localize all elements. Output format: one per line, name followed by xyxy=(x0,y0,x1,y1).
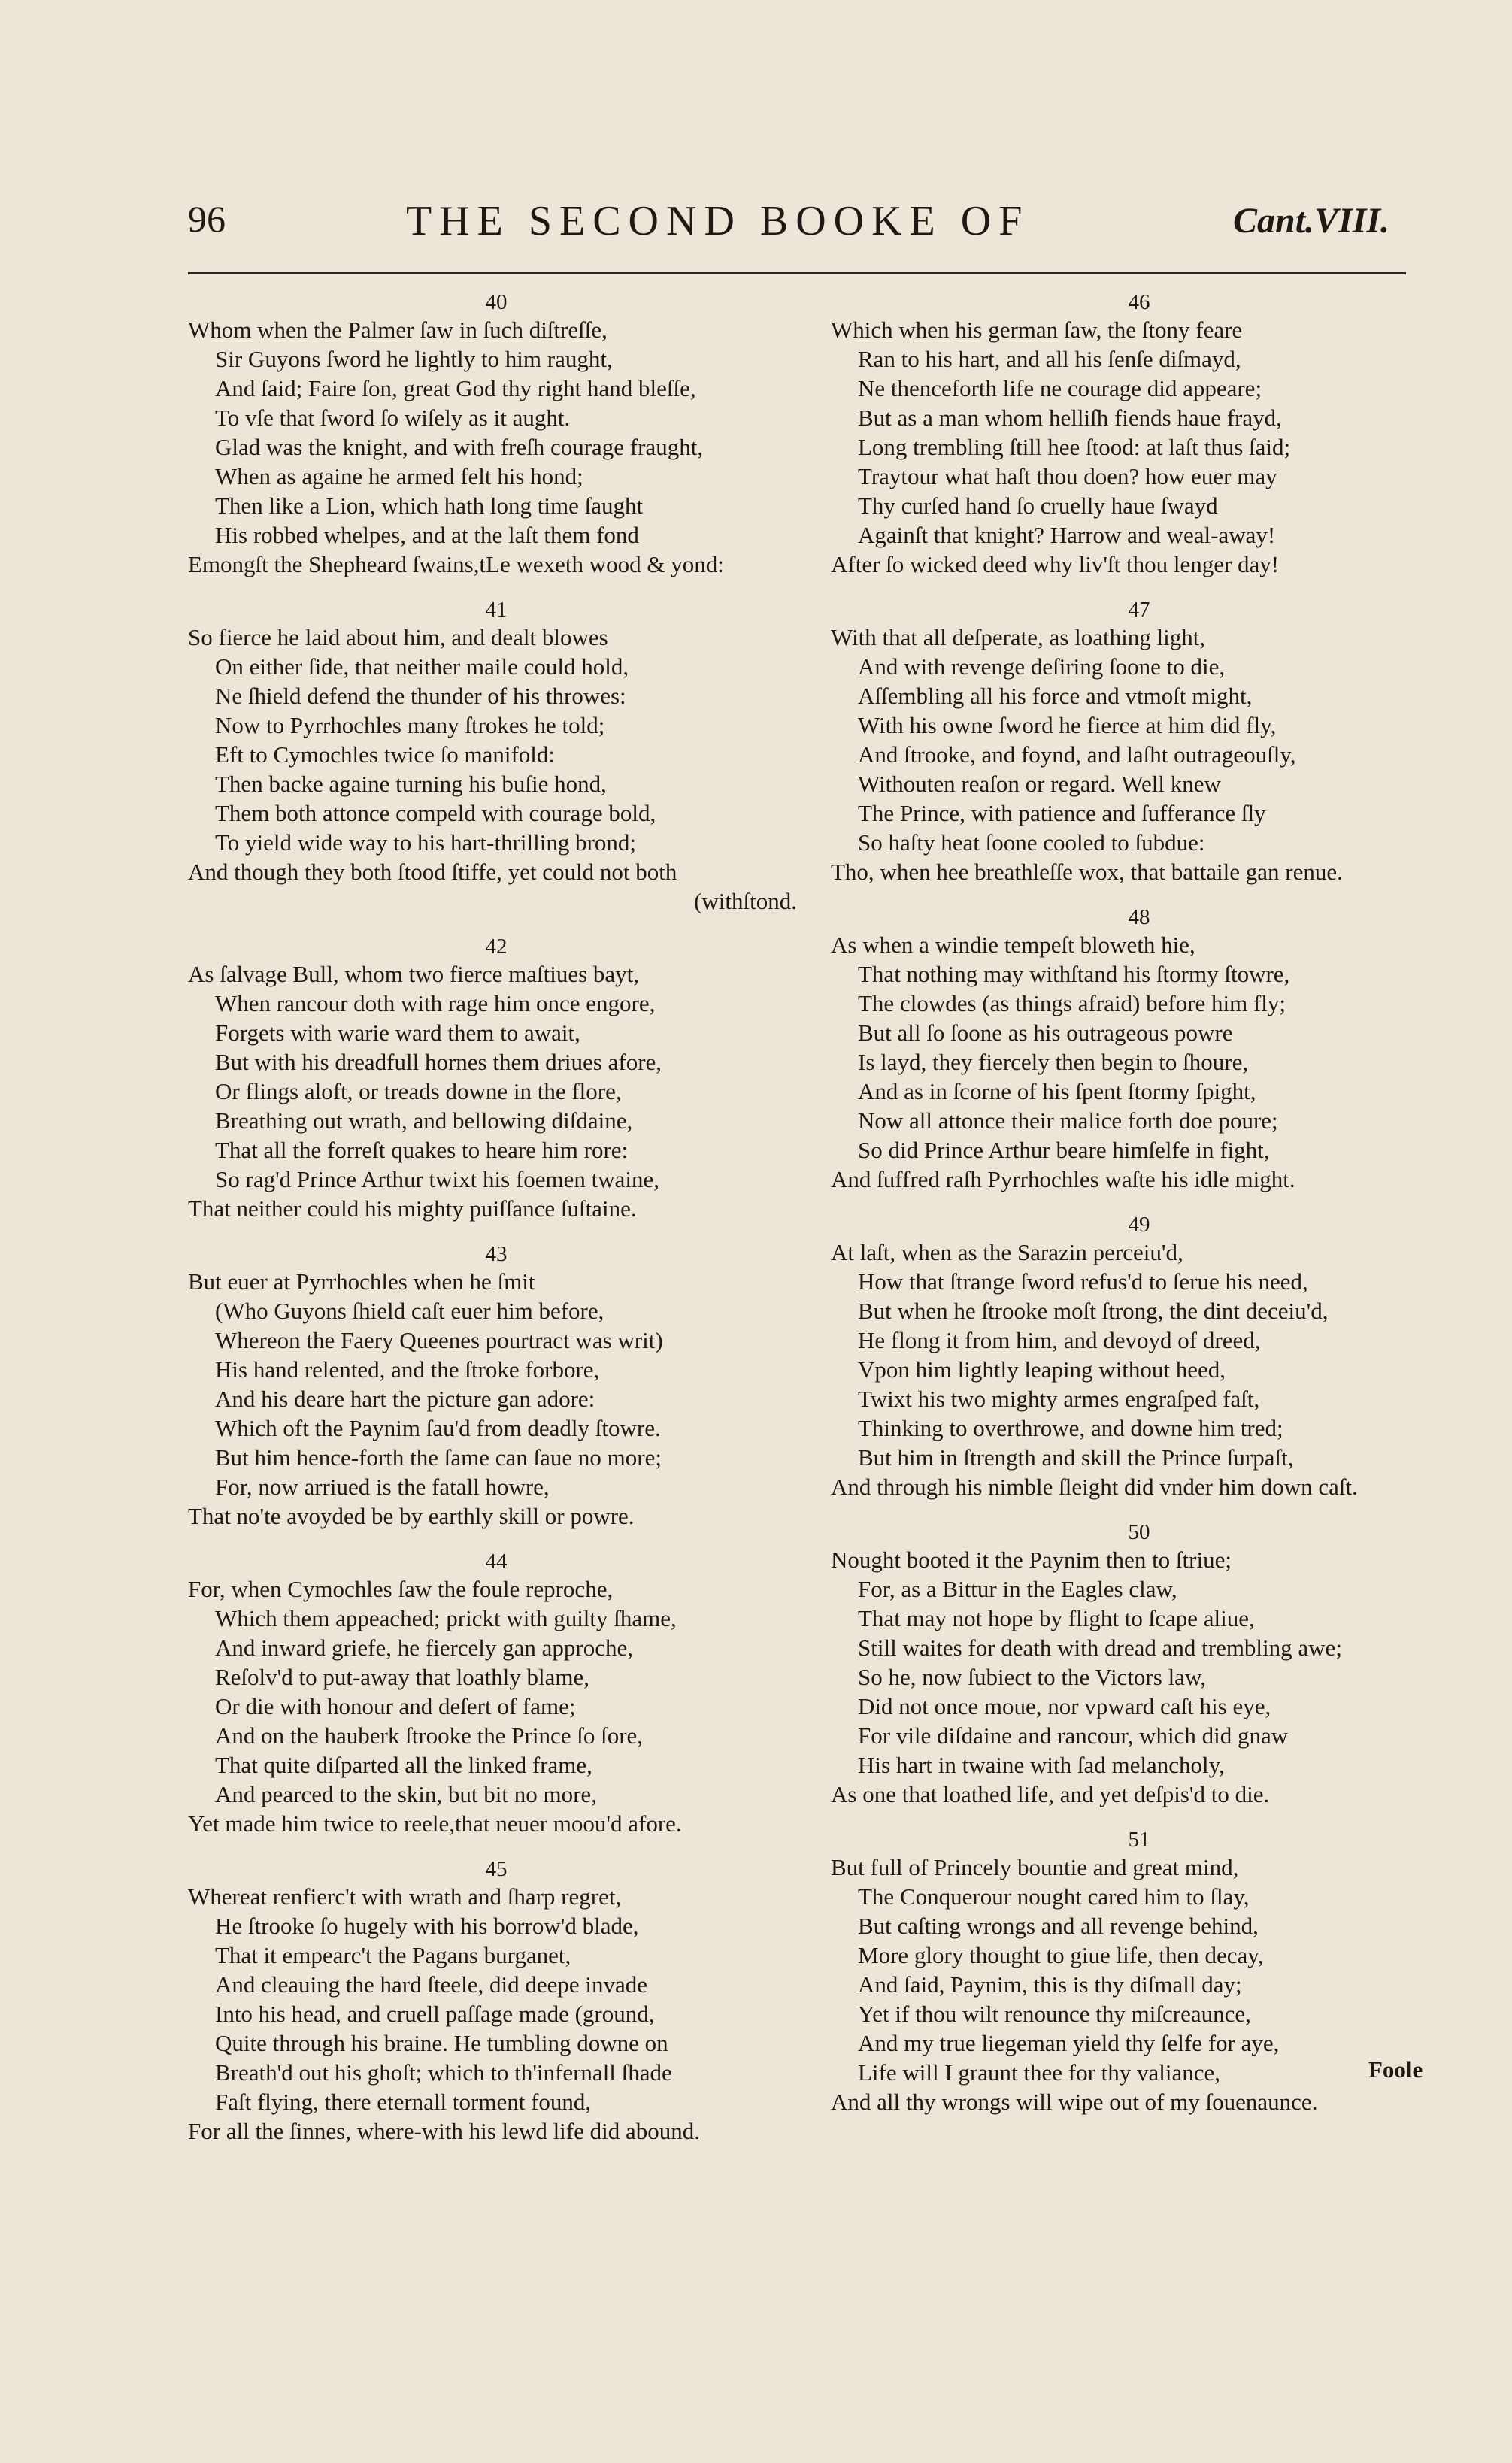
verse-line: His robbed whelpes, and at the laſt them fond xyxy=(215,522,639,548)
verse-line: But as a man whom helliſh fiends haue frayd, xyxy=(858,404,1282,431)
stanza-number: 51 xyxy=(1128,1828,1150,1852)
page-number: 96 xyxy=(188,198,226,240)
stanza-number: 41 xyxy=(485,598,508,622)
verse-line: On either ſide, that neither maile could hold, xyxy=(215,653,629,680)
verse-line: When as againe he armed felt his hond; xyxy=(215,463,583,489)
verse-line: But full of Princely bountie and great mind, xyxy=(831,1854,1239,1880)
verse-line: And cleauing the hard ſteele, did deepe invade xyxy=(215,1971,647,1998)
verse-line: Life will I graunt thee for thy valiance, xyxy=(858,2059,1221,2086)
verse-line: Ran to his hart, and all his ſenſe diſmayd, xyxy=(858,346,1241,372)
verse-line: But when he ſtrooke moſt ſtrong, the dint deceiu'd, xyxy=(858,1298,1329,1324)
verse-line: And with revenge deſiring ſoone to die, xyxy=(858,653,1226,680)
verse-line: More glory thought to giue life, then decay, xyxy=(858,1942,1264,1968)
verse-line: And ſaid, Paynim, this is thy diſmall day; xyxy=(858,1971,1242,1998)
stanza-number: 48 xyxy=(1128,905,1150,929)
verse-line: Now to Pyrrhochles many ſtrokes he told; xyxy=(215,712,605,738)
stanza xyxy=(188,1856,804,2146)
verse-line: Which oft the Paynim ſau'd from deadly ſtowre. xyxy=(215,1415,661,1441)
verse-line: And through his nimble ſleight did vnder him down caſt. xyxy=(831,1474,1358,1500)
verse-line: Emongſt the Shepheard ſwains,tLe wexeth wood & yond: xyxy=(188,551,724,577)
verse-line: So did Prince Arthur beare himſelfe in fight, xyxy=(858,1137,1270,1163)
verse-line: After ſo wicked deed why liv'ſt thou lenger day! xyxy=(831,551,1280,577)
verse-line: (Who Guyons ſhield caſt euer him before, xyxy=(215,1298,604,1324)
verse-line: And inward griefe, he fiercely gan approche, xyxy=(215,1634,634,1661)
verse-line: But him hence-forth the ſame can ſaue no more; xyxy=(215,1444,662,1471)
verse-line: Did not once moue, nor vpward caſt his eye, xyxy=(858,1693,1271,1719)
verse-line: And pearced to the skin, but bit no more, xyxy=(215,1781,597,1807)
stanza-gap xyxy=(831,1809,1447,1827)
verse-line: Glad was the knight, and with freſh courage fraught, xyxy=(215,434,704,460)
verse-line: The Conquerour nought cared him to ſlay, xyxy=(858,1883,1250,1910)
verse-line: But with his dreadfull hornes them driues afore, xyxy=(215,1049,662,1075)
verse-line: Breath'd out his ghoſt; which to th'infernall ſhade xyxy=(215,2059,672,2086)
canto-label: Cant.VIII. xyxy=(1233,201,1390,241)
verse-line: Ne ſhield defend the thunder of his throwes: xyxy=(215,683,626,709)
verse-line: So fierce he laid about him, and dealt blowes xyxy=(188,624,608,650)
stanza xyxy=(831,1827,1447,2116)
verse-line: He flong it from him, and devoyd of dreed, xyxy=(858,1327,1261,1353)
stanza xyxy=(188,934,804,1223)
left-column xyxy=(188,289,804,2146)
verse-line: Whereon the Faery Queenes pourtract was writ) xyxy=(215,1327,663,1353)
verse-line: Into his head, and cruell paſſage made (ground, xyxy=(215,2001,655,2027)
verse-line: Sir Guyons ſword he lightly to him raught, xyxy=(215,346,613,372)
stanza-number: 44 xyxy=(485,1550,508,1574)
catchword: Foole xyxy=(1368,2056,1423,2083)
right-column xyxy=(831,289,1447,2116)
verse-line: And ſuffred raſh Pyrrhochles waſte his idle might. xyxy=(831,1166,1295,1192)
verse-line: The Prince, with patience and ſufferance ſly xyxy=(858,800,1266,826)
stanza-number: 50 xyxy=(1128,1520,1150,1544)
verse-line: So he, now ſubiect to the Victors law, xyxy=(858,1664,1207,1690)
verse-line: Tho, when hee breathleſſe wox, that battaile gan renue. xyxy=(831,859,1343,885)
verse-line: Is layd, they fiercely then begin to ſhoure, xyxy=(858,1049,1249,1075)
verse-line: His hart in twaine with ſad melancholy, xyxy=(858,1752,1225,1778)
verse-line: His hand relented, and the ſtroke forbore, xyxy=(215,1356,600,1383)
verse-line: That it empearc't the Pagans burganet, xyxy=(215,1942,571,1968)
stanza-gap xyxy=(188,579,804,597)
verse-line: So haſty heat ſoone cooled to ſubdue: xyxy=(858,829,1205,856)
stanza-gap xyxy=(831,886,1447,904)
verse-line: Thinking to overthrowe, and downe him tred; xyxy=(858,1415,1283,1441)
verse-line: Or flings aloft, or treads downe in the flore, xyxy=(215,1078,622,1104)
stanza-gap xyxy=(188,1838,804,1856)
verse-line: Which when his german ſaw, the ſtony feare xyxy=(831,317,1243,343)
verse-line: That nothing may withſtand his ſtormy ſtowre, xyxy=(858,961,1290,987)
verse-line: And all thy wrongs will wipe out of my ſouenaunce. xyxy=(831,2089,1318,2115)
stanza-gap xyxy=(831,579,1447,597)
stanza-number: 46 xyxy=(1128,290,1150,314)
verse-line: That all the forreſt quakes to heare him rore: xyxy=(215,1137,629,1163)
verse-line: Eft to Cymochles twice ſo manifold: xyxy=(215,741,555,768)
verse-line: Quite through his braine. He tumbling downe on xyxy=(215,2030,668,2056)
verse-line: Still waites for death with dread and trembling awe; xyxy=(858,1634,1342,1661)
verse-line: Yet if thou wilt renounce thy miſcreaunce, xyxy=(858,2001,1251,2027)
verse-line: But caſting wrongs and all revenge behind, xyxy=(858,1913,1259,1939)
verse-line: And on the hauberk ſtrooke the Prince ſo ſore, xyxy=(215,1722,644,1749)
stanza xyxy=(831,1519,1447,1809)
verse-line: That no'te avoyded be by earthly skill or powre. xyxy=(188,1503,635,1529)
verse-line: For, now arriued is the fatall howre, xyxy=(215,1474,550,1500)
book-title: THE SECOND BOOKE OF xyxy=(406,198,1030,244)
stanza xyxy=(831,597,1447,886)
verse-line: As when a windie tempeſt bloweth hie, xyxy=(831,932,1195,958)
stanza-number: 47 xyxy=(1128,598,1150,622)
verse-line: That may not hope by flight to ſcape aliue, xyxy=(858,1605,1255,1631)
verse-line: How that ſtrange ſword refus'd to ſerue his need, xyxy=(858,1268,1308,1295)
verse-line: And as in ſcorne of his ſpent ſtormy ſpight, xyxy=(858,1078,1256,1104)
verse-line: For, when Cymochles ſaw the foule reproche, xyxy=(188,1576,614,1602)
stanza xyxy=(831,1212,1447,1501)
verse-line: Which them appeached; prickt with guilty ſhame, xyxy=(215,1605,677,1631)
verse-line: And my true liegeman yield thy ſelfe for aye, xyxy=(858,2030,1280,2056)
verse-line: Long trembling ſtill hee ſtood: at laſt thus ſaid; xyxy=(858,434,1291,460)
verse-line: Or die with honour and deſert of fame; xyxy=(215,1693,576,1719)
verse-line: He ſtrooke ſo hugely with his borrow'd blade, xyxy=(215,1913,639,1939)
verse-line: Againſt that knight? Harrow and weal-away! xyxy=(858,522,1276,548)
verse-line: Vpon him lightly leaping without heed, xyxy=(858,1356,1226,1383)
verse-line: With that all deſperate, as loathing light, xyxy=(831,624,1206,650)
verse-line: At laſt, when as the Sarazin perceiu'd, xyxy=(831,1239,1183,1265)
stanza-gap xyxy=(188,1223,804,1241)
verse-line: That neither could his mighty puiſſance ſuſtaine. xyxy=(188,1195,637,1222)
stanza-gap xyxy=(188,1531,804,1549)
stanza-number: 42 xyxy=(485,935,508,959)
verse-line: For, as a Bittur in the Eagles claw, xyxy=(858,1576,1177,1602)
verse-line: With his owne ſword he fierce at him did fly, xyxy=(858,712,1277,738)
verse-line: For vile diſdaine and rancour, which did gnaw xyxy=(858,1722,1289,1749)
stanza xyxy=(188,597,804,916)
stanza xyxy=(831,904,1447,1194)
verse-line: Forgets with warie ward them to await, xyxy=(215,1019,580,1046)
stanza-gap xyxy=(831,1194,1447,1212)
verse-line: And his deare hart the picture gan adore: xyxy=(215,1386,595,1412)
header-rule xyxy=(188,272,1406,274)
verse-line: But him in ſtrength and skill the Prince ſurpaſt, xyxy=(858,1444,1294,1471)
stanza xyxy=(188,1241,804,1531)
verse-line: Ne thenceforth life ne courage did appeare; xyxy=(858,375,1262,401)
verse-line: Yet made him twice to reele,that neuer moou'd afore. xyxy=(188,1810,682,1837)
stanza-number: 43 xyxy=(485,1242,508,1266)
verse-line: Traytour what haſt thou doen? how euer may xyxy=(858,463,1277,489)
verse-line: Thy curſed hand ſo cruelly haue ſwayd xyxy=(858,492,1218,519)
verse-line: Reſolv'd to put-away that loathly blame, xyxy=(215,1664,590,1690)
verse-line: That quite diſparted all the linked frame, xyxy=(215,1752,592,1778)
verse-line: Breathing out wrath, and bellowing diſdaine, xyxy=(215,1107,633,1134)
stanza-gap xyxy=(831,1501,1447,1519)
verse-line: Nought booted it the Paynim then to ſtriue; xyxy=(831,1547,1232,1573)
verse-line: But all ſo ſoone as his outrageous powre xyxy=(858,1019,1233,1046)
running-head xyxy=(0,197,1512,250)
verse-line: As ſalvage Bull, whom two fierce maſtiues bayt, xyxy=(188,961,640,987)
verse-line: For all the ſinnes, where-with his lewd life did abound. xyxy=(188,2118,701,2144)
verse-line: Withouten reaſon or regard. Well knew xyxy=(858,771,1221,797)
stanza xyxy=(188,289,804,579)
verse-line: Then like a Lion, which hath long time ſaught xyxy=(215,492,644,519)
verse-line: Twixt his two mighty armes engraſped faſt, xyxy=(858,1386,1260,1412)
verse-line: Faſt flying, there eternall torment found, xyxy=(215,2089,592,2115)
verse-line: Now all attonce their malice forth doe poure; xyxy=(858,1107,1278,1134)
carry-over-word: (withſtond. xyxy=(694,888,797,914)
stanza-gap xyxy=(188,916,804,934)
verse-line: But euer at Pyrrhochles when he ſmit xyxy=(188,1268,535,1295)
verse-line: To yield wide way to his hart-thrilling brond; xyxy=(215,829,637,856)
verse-line: Aſſembling all his force and vtmoſt might, xyxy=(858,683,1253,709)
verse-line: As one that loathed life, and yet deſpis'd to die. xyxy=(831,1781,1270,1807)
verse-line: Whom when the Palmer ſaw in ſuch diſtreſſe, xyxy=(188,317,608,343)
stanza-number: 49 xyxy=(1128,1213,1150,1237)
verse-line: Them both attonce compeld with courage bold, xyxy=(215,800,656,826)
verse-line: To vſe that ſword ſo wiſely as it aught. xyxy=(215,404,571,431)
stanza xyxy=(831,289,1447,579)
verse-line: And ſtrooke, and foynd, and laſht outrageouſly, xyxy=(858,741,1296,768)
verse-line: Whereat renfierc't with wrath and ſharp regret, xyxy=(188,1883,622,1910)
verse-line: And ſaid; Faire ſon, great God thy right hand bleſſe, xyxy=(215,375,696,401)
stanza-number: 40 xyxy=(485,290,508,314)
verse-line: The clowdes (as things afraid) before him fly; xyxy=(858,990,1286,1016)
verse-line: And though they both ſtood ſtiffe, yet could not both xyxy=(188,859,677,885)
stanza xyxy=(188,1549,804,1838)
verse-line: So rag'd Prince Arthur twixt his foemen twaine, xyxy=(215,1166,660,1192)
verse-line: When rancour doth with rage him once engore, xyxy=(215,990,656,1016)
verse-line: Then backe againe turning his buſie hond, xyxy=(215,771,607,797)
stanza-number: 45 xyxy=(485,1857,508,1881)
